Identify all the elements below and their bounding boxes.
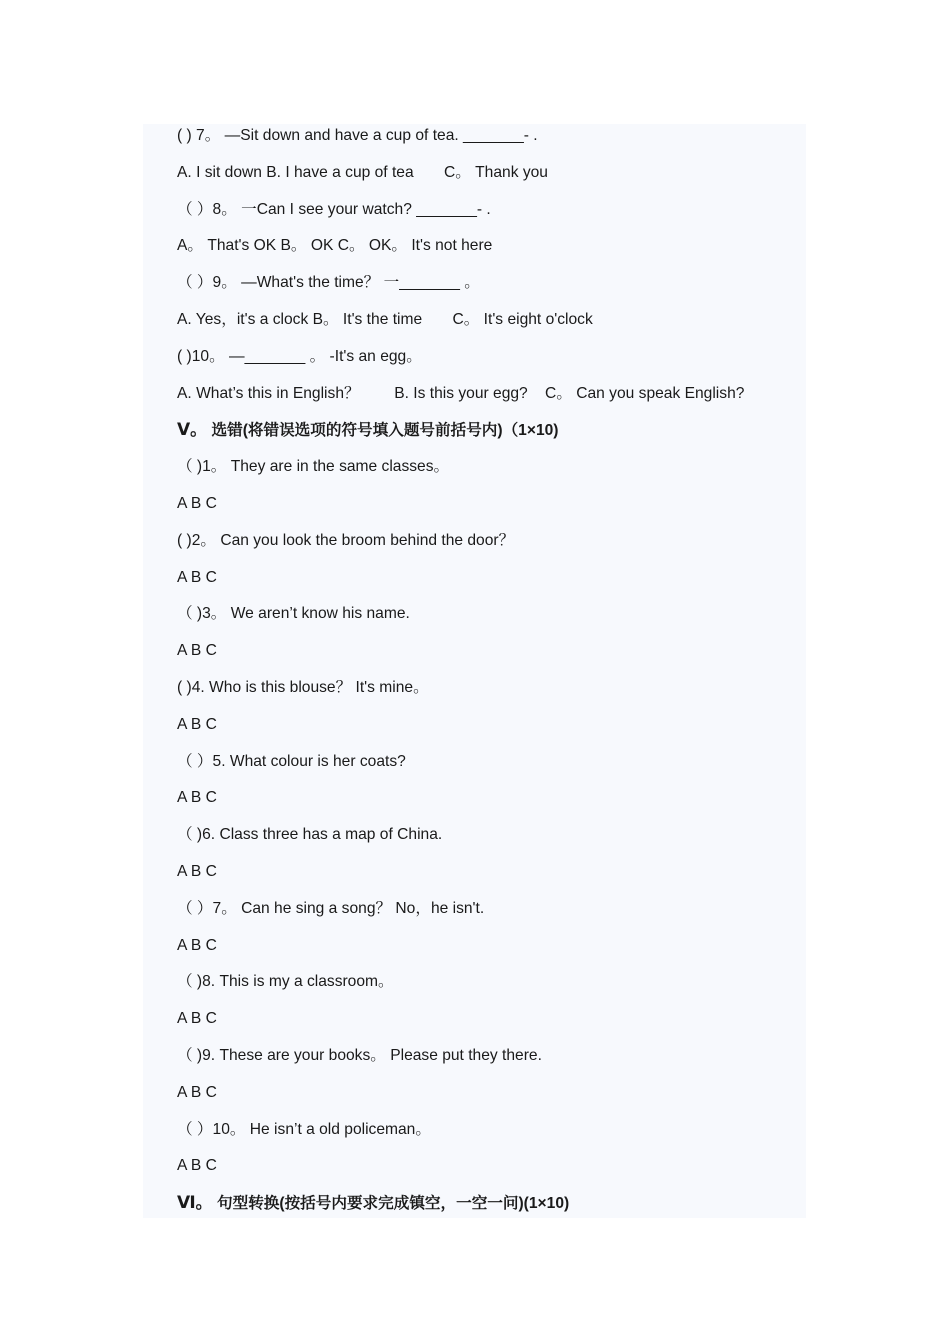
question-line: ( )2。 Can you look the broom behind the door？ bbox=[177, 531, 515, 549]
question-line: （ ）9。 —What's the time？ 一_______ 。 bbox=[177, 274, 480, 292]
answer-options: A B C bbox=[177, 1083, 217, 1101]
answer-options: A B C bbox=[177, 936, 217, 954]
question-line: （ )6. Class three has a map of China. bbox=[177, 826, 443, 844]
section-title: 句型转换(按括号内要求完成镇空，一空一问)(1×10) bbox=[212, 1195, 570, 1213]
section-heading bbox=[177, 1185, 797, 1222]
answer-options: A B C bbox=[177, 789, 217, 807]
answer-options: A B C bbox=[177, 494, 217, 512]
question-line: （ ）5. What colour is her coats? bbox=[177, 752, 406, 770]
question-line: （ )1。 They are in the same classes。 bbox=[177, 458, 450, 476]
question-line: （ ）7。 Can he sing a song？ No，he isn't. bbox=[177, 899, 485, 917]
answer-options: A B C bbox=[177, 1157, 217, 1175]
answer-options: A B C bbox=[177, 642, 217, 660]
question-line: （ ）8。 一Can I see your watch? _______- . bbox=[177, 200, 491, 218]
answer-options: A. What’s this in English？ B. Is this your egg? C。 Can you speak English? bbox=[177, 384, 745, 402]
question-line: ( )10。 —_______ 。 -It's an egg。 bbox=[177, 347, 422, 365]
question-line: （ )8. This is my a classroom。 bbox=[177, 973, 394, 991]
answer-options: A. I sit down B. I have a cup of tea C。 Thank you bbox=[177, 163, 548, 181]
answer-options: A. Yes，it's a clock B。 It's the time C。 It's eight o'clock bbox=[177, 310, 593, 328]
question-line: ( ) 7。 —Sit down and have a cup of tea. _______- . bbox=[177, 127, 538, 144]
answer-options: A B C bbox=[177, 715, 217, 733]
section-heading bbox=[177, 412, 797, 449]
answer-options: A B C bbox=[177, 568, 217, 586]
question-line: （ )9. These are your books。 Please put they there. bbox=[177, 1046, 542, 1064]
answer-options: A B C bbox=[177, 862, 217, 880]
answer-options: A。 That's OK B。 OK C。 OK。 It's not here bbox=[177, 237, 493, 255]
answer-options: A B C bbox=[177, 1010, 217, 1028]
question-line: ( )4. Who is this blouse？ It's mine。 bbox=[177, 678, 429, 696]
section-title: 选错(将错误选项的符号填入题号前括号内)（1×10) bbox=[207, 422, 559, 440]
section-number: Ⅴ。 bbox=[177, 420, 208, 440]
question-line: （ )3。 We aren’t know his name. bbox=[177, 605, 410, 623]
question-line: （ ）10。 He isn’t a old policeman。 bbox=[177, 1120, 431, 1138]
section-number: Ⅵ。 bbox=[177, 1193, 213, 1213]
document-body bbox=[177, 118, 797, 1222]
